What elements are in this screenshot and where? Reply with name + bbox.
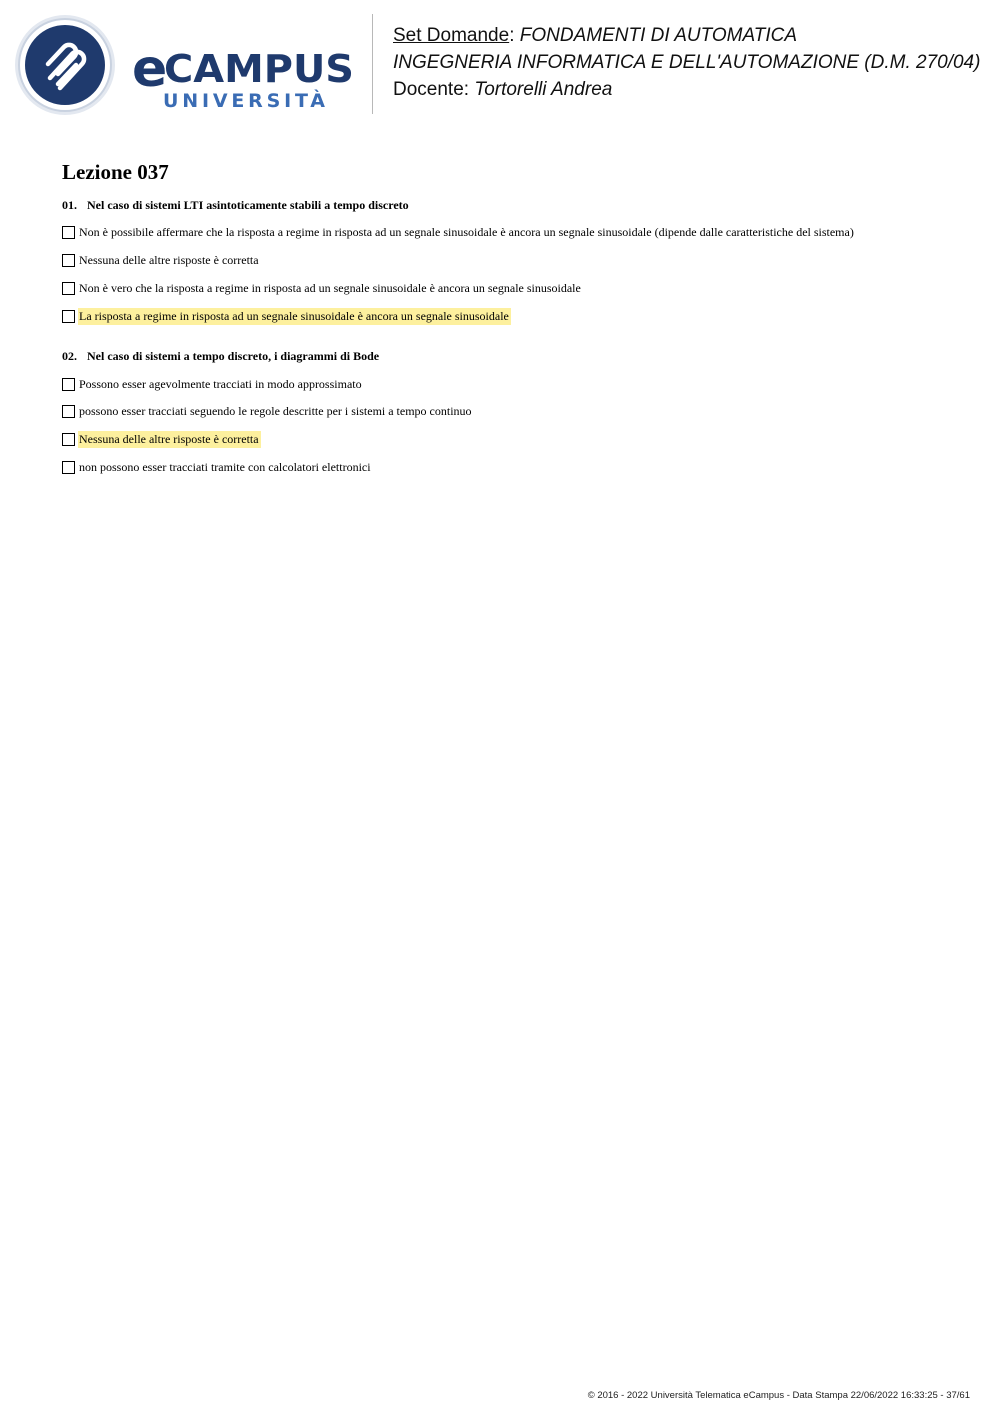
logo-subtitle: UNIVERSITÀ [163, 90, 325, 112]
option-text: Nessuna delle altre risposte è corretta [79, 252, 259, 267]
question-02-option-2[interactable] [62, 402, 474, 420]
question-01-option-1[interactable] [62, 223, 856, 241]
question-02 [62, 349, 379, 364]
header-teacher-line [393, 76, 980, 103]
course-name: FONDAMENTI DI AUTOMATICA [519, 25, 798, 46]
set-label: Set Domande [393, 25, 510, 46]
header-degree-line [393, 49, 980, 76]
header-divider [372, 14, 373, 114]
logo-brand-e: e [132, 39, 168, 99]
question-text: Nel caso di sistemi LTI asintoticamente stabili a tempo discreto [87, 198, 409, 212]
option-text: Non è possibile affermare che la risposta a regime in risposta ad un segnale sinusoidale è ancora un segnale sinusoidale (dipende dalle caratteristiche del sistema) [79, 224, 854, 239]
question-number: 02. [62, 349, 77, 363]
ecampus-logo-graphic [14, 14, 358, 118]
question-number: 01. [62, 198, 77, 212]
option-text: non possono esser tracciati tramite con calcolatori elettronici [79, 459, 371, 474]
logo-brand-name: CAMPUS [164, 47, 354, 91]
question-02-option-4[interactable] [62, 458, 373, 476]
degree-name: INGEGNERIA INFORMATICA E DELL'AUTOMAZIONE (D.M. 270/04) [393, 52, 981, 73]
answer-checkbox[interactable] [62, 310, 75, 323]
answer-checkbox[interactable] [62, 254, 75, 267]
question-01-option-3[interactable] [62, 279, 583, 297]
ecampus-logo [14, 14, 358, 118]
set-colon: : [509, 25, 515, 46]
answer-checkbox[interactable] [62, 405, 75, 418]
question-01-option-2[interactable] [62, 251, 261, 269]
option-text-highlighted: La risposta a regime in risposta ad un segnale sinusoidale è ancora un segnale sinusoidale [79, 308, 509, 323]
question-02-option-3-correct[interactable] [62, 430, 261, 448]
answer-checkbox[interactable] [62, 433, 75, 446]
page-footer: © 2016 - 2022 Università Telematica eCampus - Data Stampa 22/06/2022 16:33:25 - 37/61 [587, 1390, 970, 1401]
option-text: Possono esser agevolmente tracciati in modo approssimato [79, 376, 362, 391]
answer-checkbox[interactable] [62, 461, 75, 474]
answer-checkbox[interactable] [62, 226, 75, 239]
question-02-option-1[interactable] [62, 375, 364, 393]
question-01 [62, 198, 409, 213]
header-set-line [393, 22, 980, 49]
answer-checkbox[interactable] [62, 282, 75, 295]
answer-checkbox[interactable] [62, 378, 75, 391]
question-01-option-4-correct[interactable] [62, 307, 511, 325]
lesson-title: Lezione 037 [62, 160, 169, 184]
option-text-highlighted: Nessuna delle altre risposte è corretta [79, 431, 259, 446]
question-text: Nel caso di sistemi a tempo discreto, i diagrammi di Bode [87, 349, 380, 363]
teacher-name: Tortorelli Andrea [474, 79, 613, 100]
teacher-label: Docente: [393, 79, 470, 100]
document-header [393, 22, 980, 103]
option-text: Non è vero che la risposta a regime in risposta ad un segnale sinusoidale è ancora un segnale sinusoidale [79, 280, 581, 295]
option-text: possono esser tracciati seguendo le regole descritte per i sistemi a tempo continuo [79, 403, 472, 418]
